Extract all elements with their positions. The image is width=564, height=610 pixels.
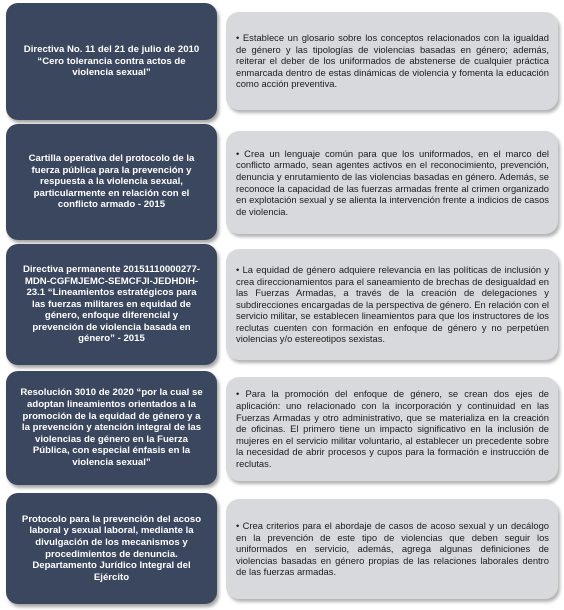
bullet-2: • [236,147,240,159]
left-box-2-text: Cartilla operativa del protocolo de la fuerza pública para la prevención y respuesta a la violencia sexual, particularmente en relación con el conflicto armado - 2015 [28,153,195,211]
right-box-3 [226,249,558,360]
right-box-2-text: Crea un lenguaje común para que los uniformados, en el marco del conflicto armado, sean agentes activos en el reconocimiento, prevención, denuncia y enrutamiento de las violencias basadas en género. Además, se reconoce la capacidad de las fuerzas armadas frente al crimen organizado en explotación sexual y se alienta la intervención frente a indicios de casos de violencia. [236,147,549,217]
bullet-1: • [236,32,240,44]
left-box-2 [6,124,217,240]
bullet-3: • [236,263,240,275]
right-box-4-text: Para la promoción del enfoque de género, se crean dos ejes de aplicación: uno relacionado con la incorporación y continuidad en las Fuerzas Armadas y otro administrativo, que se materializa en la creación de oficinas. El primero tiene un impacto significativo en la inclusión de mujeres en el servicio militar voluntario, al establecer un precedente sobre la necesidad de abrir procesos y cupos para la formación e instrucción de reclutas. [236,388,549,469]
left-box-3-text: Directiva permanente 20151110000277- MDN-CGFMJEMC-SEMCFJI-JEDHDIH- 23.1 “Lineamientos estratégicos para las fuerzas militares en equidad de género, enfoque diferencial y prevención de violencia basada en género” - 2015 [22,263,201,345]
bullet-5: • [236,520,240,532]
row-3 [6,244,558,365]
bullet-4: • [236,388,240,400]
left-box-1 [6,3,217,120]
row-4 [6,371,558,485]
left-box-4 [6,371,217,485]
right-box-5-text: Crea criterios para el abordaje de casos de acoso sexual y un decálogo en la prevención de este tipo de violencias que deben seguir los uniformados en servicio, además, agrega algunas definiciones de violencias basadas en género propias de las relaciones laborales dentro de las fuerzas armadas. [236,520,549,578]
left-box-5-text: Protocolo para la prevención del acoso laboral y sexual laboral, mediante la divulgación de los mecanismos y procedimientos de denuncia. Departamento Jurídico Integral del Ejército [21,513,202,583]
left-box-3 [6,244,217,365]
right-box-5 [226,499,558,599]
right-box-1-text: Establece un glosario sobre los conceptos relacionados con la igualdad de género y las tipologías de violencias basadas en género; además, reiterar el deber de los uniformados de abstenerse de cualquier práctica enmarcada dentro de estas dinámicas de violencia y fomenta la educación como acción preventiva. [236,32,549,90]
row-2 [6,124,558,240]
row-5 [6,493,558,604]
right-box-2 [226,131,558,234]
right-box-3-text: La equidad de género adquiere relevancia en las políticas de inclusión y crea direccionamientos para el saneamiento de brechas de desigualdad en las Fuerzas Armadas, a través de la creación de delegaciones y subdirecciones encargadas de la perspectiva de género. En relación con el servicio militar, se establecen lineamientos para que los instructores de los reclutas cuenten con formación en enfoque de género y no perpetúen violencias y/o estereotipos sexistas. [236,263,550,345]
right-box-1 [226,12,558,110]
left-box-4-text: Resolución 3010 de 2020 “por la cual se adoptan lineamientos orientados a la promoción de la equidad de género y a la prevención y atención integral de las violencias de género en la Fuerza Pública, con especial énfasis en la violencia sexual” [20,387,203,468]
left-box-5 [6,493,217,604]
left-box-1-text: Directiva No. 11 del 21 de julio de 2010 “Cero tolerancia contra actos de violencia sexual” [23,44,200,79]
right-box-4 [226,377,558,481]
row-1 [6,3,558,120]
